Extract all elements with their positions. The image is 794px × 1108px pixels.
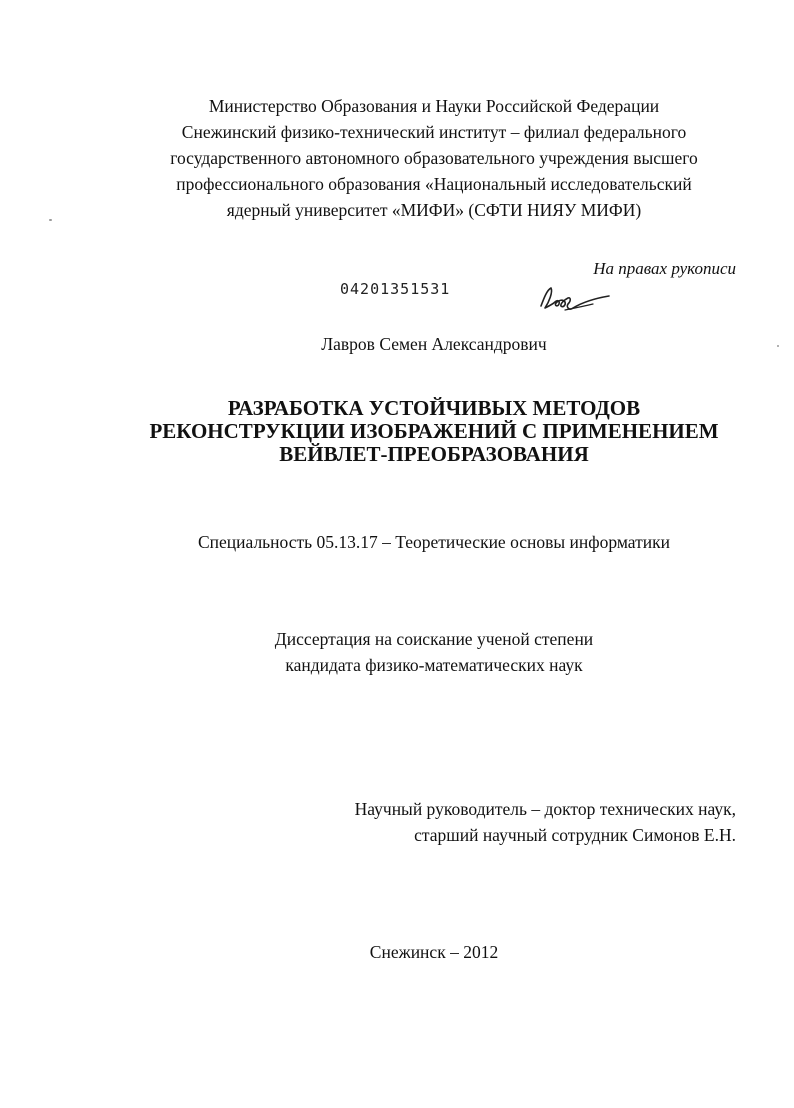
author-name: Лавров Семен Александрович xyxy=(321,334,547,354)
degree-line: кандидата физико-математических наук xyxy=(285,655,583,675)
institution-line: профессионального образования «Национальный исследовательский xyxy=(176,174,692,194)
supervisor-line: старший научный сотрудник Симонов Е.Н. xyxy=(414,825,736,845)
institution-line: государственного автономного образовательного учреждения высшего xyxy=(170,148,698,168)
institution-line: Министерство Образования и Науки Российской Федерации xyxy=(208,96,660,116)
degree-line: Диссертация на соискание ученой степени xyxy=(274,629,594,649)
handwritten-signature xyxy=(535,284,615,316)
thesis-title xyxy=(0,397,794,466)
specialty-line: Специальность 05.13.17 – Теоретические основы информатики xyxy=(197,532,670,552)
thesis-title-line: РЕКОНСТРУКЦИИ ИЗОБРАЖЕНИЙ С ПРИМЕНЕНИЕМ xyxy=(149,419,719,443)
thesis-title-line: ВЕЙВЛЕТ-ПРЕОБРАЗОВАНИЯ xyxy=(279,442,589,466)
registration-number: 04201351531 xyxy=(340,280,451,298)
thesis-title-line: РАЗРАБОТКА УСТОЙЧИВЫХ МЕТОДОВ xyxy=(227,396,641,420)
degree-statement xyxy=(0,626,794,678)
institution-line: ядерный университет «МИФИ» (СФТИ НИЯУ МИФИ) xyxy=(226,200,642,220)
supervisor-block xyxy=(355,796,736,848)
manuscript-rights-note: На правах рукописи xyxy=(593,259,736,278)
institution-header xyxy=(0,93,794,223)
place-and-year: Снежинск – 2012 xyxy=(369,942,499,962)
supervisor-line: Научный руководитель – доктор технических наук, xyxy=(354,799,736,819)
institution-line: Снежинский физико-технический институт – филиал федерального xyxy=(181,122,687,142)
